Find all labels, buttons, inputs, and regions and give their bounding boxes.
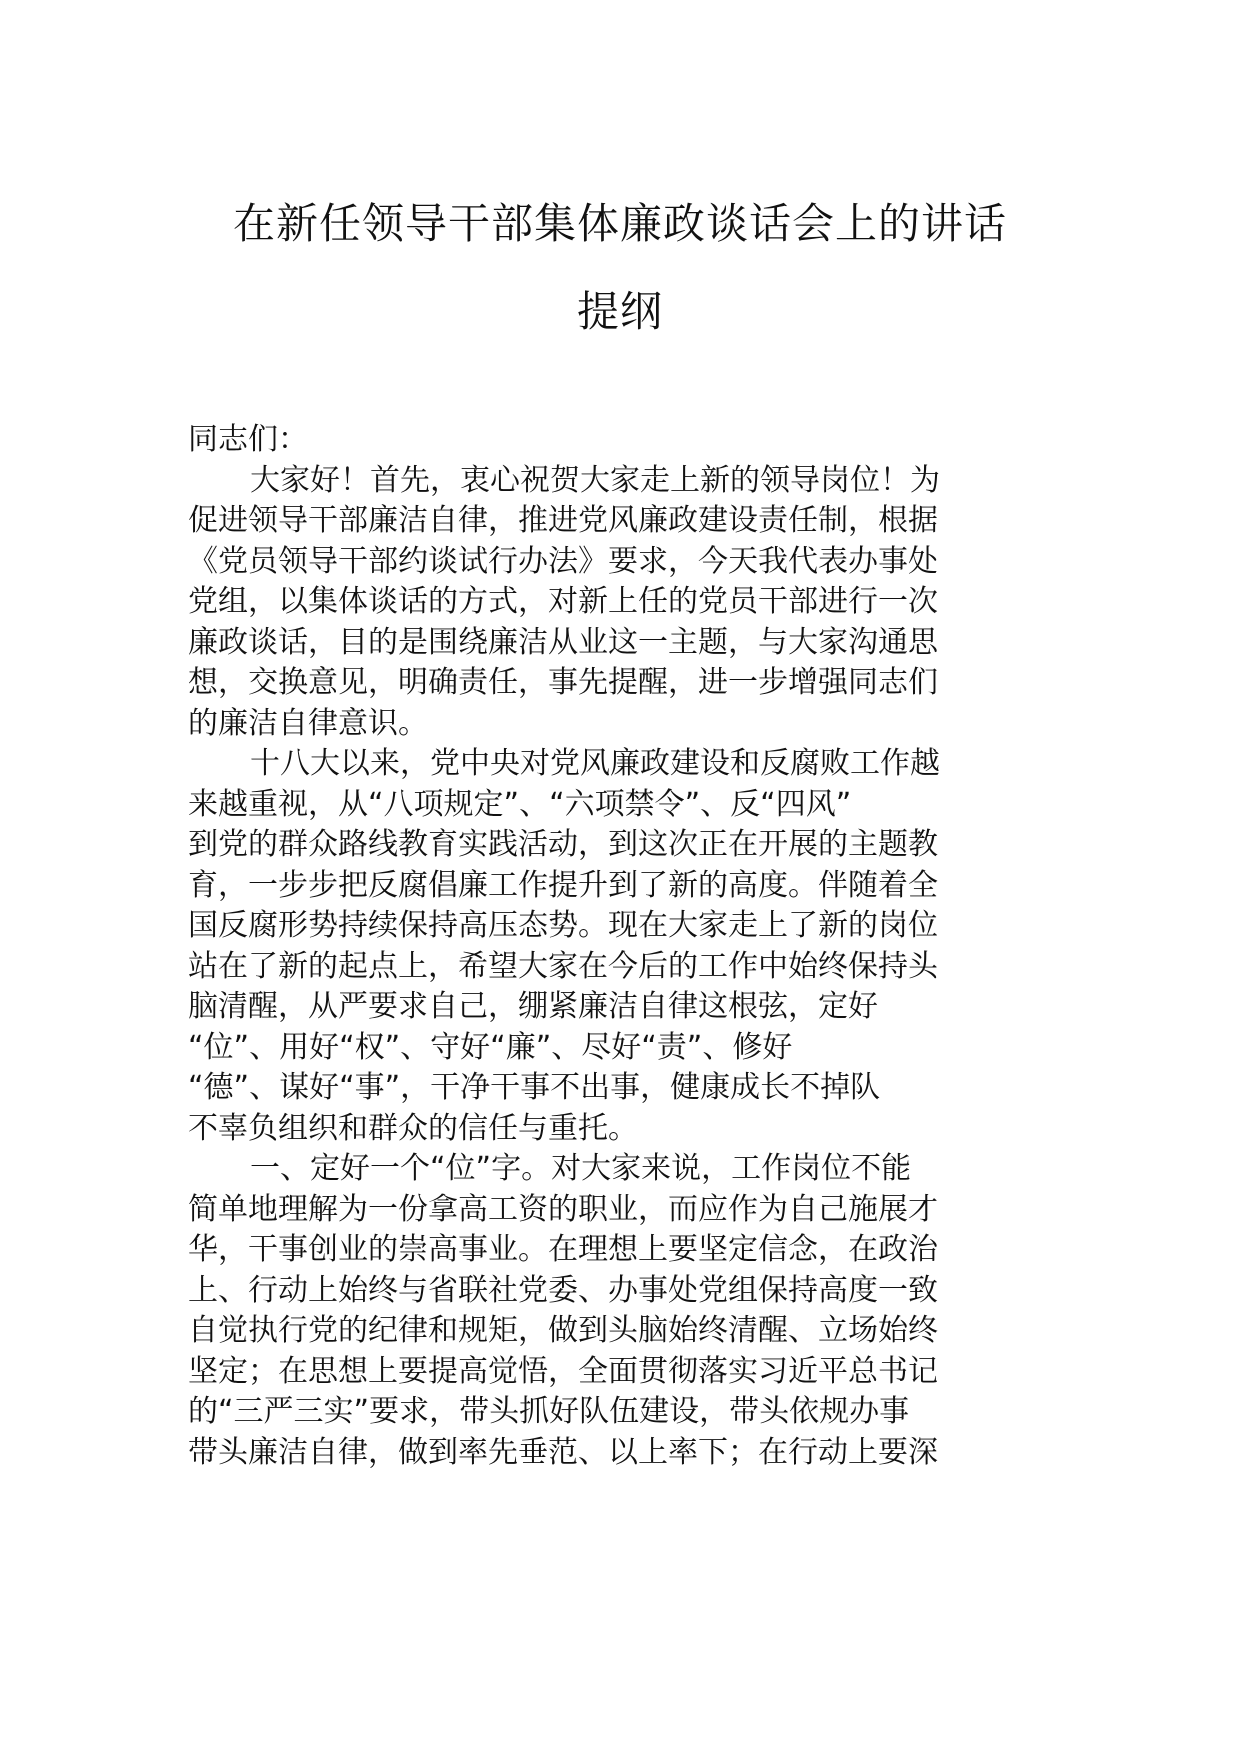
document-title	[160, 180, 1080, 356]
title-line-1: 在新任领导干部集体廉政谈话会上的讲话	[232, 199, 1007, 248]
paragraph-line: 脑清醒，从严要求自己，绷紧廉洁自律这根弦，定好	[188, 989, 878, 1024]
paragraph-line: 不辜负组织和群众的信任与重托。	[188, 1110, 638, 1146]
paragraph-line: 《党员领导干部约谈试行办法》要求，今天我代表办事处	[188, 543, 938, 579]
paragraph-line: 站在了新的起点上，希望大家在今后的工作中始终保持头	[188, 948, 938, 984]
paragraph-line: 坚定；在思想上要提高觉悟，全面贯彻落实习近平总书记	[188, 1353, 938, 1389]
salutation: 同志们：	[188, 422, 308, 457]
paragraph-line: 的“三严三实”要求，带头抓好队伍建设，带头依规办事	[188, 1394, 910, 1429]
paragraph-line: “德”、谋好“事”，干净干事不出事，健康成长不掉队	[188, 1070, 881, 1105]
paragraph-line: 来越重视，从“八项规定”、“六项禁令”、反“四风”	[188, 786, 852, 822]
paragraph-line: “位”、用好“权”、守好“廉”、尽好“责”、修好	[188, 1029, 793, 1065]
body-lines	[188, 461, 1048, 1474]
paragraph-line: 华，干事创业的崇高事业。在理想上要坚定信念，在政治	[188, 1232, 938, 1267]
paragraph-line: 上、行动上始终与省联社党委、办事处党组保持高度一致	[188, 1272, 938, 1308]
paragraph-line: 国反腐形势持续保持高压态势。现在大家走上了新的岗位	[188, 908, 938, 943]
title-line-2: 提纲	[576, 287, 663, 336]
paragraph-line: 大家好！首先，衷心祝贺大家走上新的领导岗位！为	[250, 462, 940, 498]
paragraph-line: 育，一步步把反腐倡廉工作提升到了新的高度。伴随着全	[188, 867, 938, 903]
paragraph-line: 的廉洁自律意识。	[188, 705, 428, 741]
paragraph-line: 党组，以集体谈话的方式，对新上任的党员干部进行一次	[188, 584, 938, 619]
paragraph-line: 廉政谈话，目的是围绕廉洁从业这一主题，与大家沟通思	[188, 624, 938, 660]
paragraph-line: 想，交换意见，明确责任，事先提醒，进一步增强同志们	[188, 665, 938, 700]
paragraph-line: 促进领导干部廉洁自律，推进党风廉政建设责任制，根据	[188, 503, 938, 538]
paragraph-line: 十八大以来，党中央对党风廉政建设和反腐败工作越	[250, 746, 940, 781]
paragraph-line: 自觉执行党的纪律和规矩，做到头脑始终清醒、立场始终	[188, 1313, 938, 1348]
document-body	[188, 420, 1048, 1473]
paragraph-line: 简单地理解为一份拿高工资的职业，而应作为自己施展才	[188, 1191, 938, 1227]
paragraph-line: 带头廉洁自律，做到率先垂范、以上率下；在行动上要深	[188, 1434, 938, 1470]
paragraph-line: 到党的群众路线教育实践活动，到这次正在开展的主题教	[188, 827, 938, 862]
paragraph-line: 一、定好一个“位”字。对大家来说，工作岗位不能	[250, 1151, 912, 1186]
